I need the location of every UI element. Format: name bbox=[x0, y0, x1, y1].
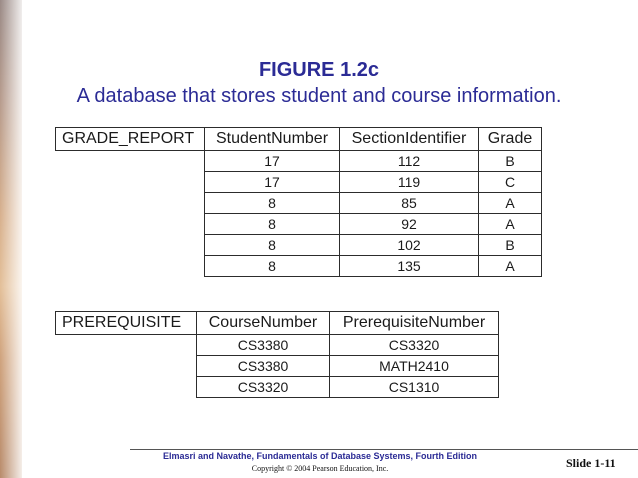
table-cell: 112 bbox=[340, 151, 479, 172]
table-cell: MATH2410 bbox=[330, 356, 499, 377]
table-cell: 17 bbox=[205, 151, 340, 172]
table-cell: A bbox=[479, 214, 542, 235]
table-cell: C bbox=[479, 172, 542, 193]
table-header-row bbox=[56, 128, 542, 151]
column-header: SectionIdentifier bbox=[340, 128, 479, 151]
column-header: Grade bbox=[479, 128, 542, 151]
column-header: PrerequisiteNumber bbox=[330, 312, 499, 335]
footer-divider bbox=[130, 449, 638, 450]
table-row bbox=[56, 356, 499, 377]
table-cell: 17 bbox=[205, 172, 340, 193]
footer-citation: Elmasri and Navathe, Fundamentals of Database Systems, Fourth Edition bbox=[162, 451, 478, 461]
table-cell: 92 bbox=[340, 214, 479, 235]
table-row bbox=[56, 256, 542, 277]
table-cell: 102 bbox=[340, 235, 479, 256]
table-cell: A bbox=[479, 256, 542, 277]
table-cell: CS3320 bbox=[197, 377, 330, 398]
table-cell: CS3380 bbox=[197, 335, 330, 356]
table-cell: CS3320 bbox=[330, 335, 499, 356]
table-cell: B bbox=[479, 151, 542, 172]
column-header: StudentNumber bbox=[205, 128, 340, 151]
relation-name: PREREQUISITE bbox=[56, 312, 197, 335]
table-cell: 85 bbox=[340, 193, 479, 214]
grade-report-table bbox=[55, 127, 542, 277]
table-cell: 8 bbox=[205, 193, 340, 214]
column-header: CourseNumber bbox=[197, 312, 330, 335]
table-row bbox=[56, 335, 499, 356]
table-row bbox=[56, 151, 542, 172]
table-row bbox=[56, 214, 542, 235]
table-row bbox=[56, 377, 499, 398]
table-cell: B bbox=[479, 235, 542, 256]
figure-subtitle: A database that stores student and course information. bbox=[76, 85, 562, 107]
footer-copyright: Copyright © 2004 Pearson Education, Inc. bbox=[251, 464, 389, 473]
table-row bbox=[56, 172, 542, 193]
table-cell: 135 bbox=[340, 256, 479, 277]
table-cell: A bbox=[479, 193, 542, 214]
table-row bbox=[56, 235, 542, 256]
table-cell: 8 bbox=[205, 256, 340, 277]
table-cell: CS3380 bbox=[197, 356, 330, 377]
table-cell: 8 bbox=[205, 235, 340, 256]
prerequisite-table bbox=[55, 311, 499, 398]
slide-number: Slide 1-11 bbox=[566, 456, 616, 470]
relation-name: GRADE_REPORT bbox=[56, 128, 205, 151]
figure-title: FIGURE 1.2c bbox=[258, 59, 380, 81]
table-cell: 119 bbox=[340, 172, 479, 193]
table-cell: CS1310 bbox=[330, 377, 499, 398]
table-header-row bbox=[56, 312, 499, 335]
table-row bbox=[56, 193, 542, 214]
table-cell: 8 bbox=[205, 214, 340, 235]
